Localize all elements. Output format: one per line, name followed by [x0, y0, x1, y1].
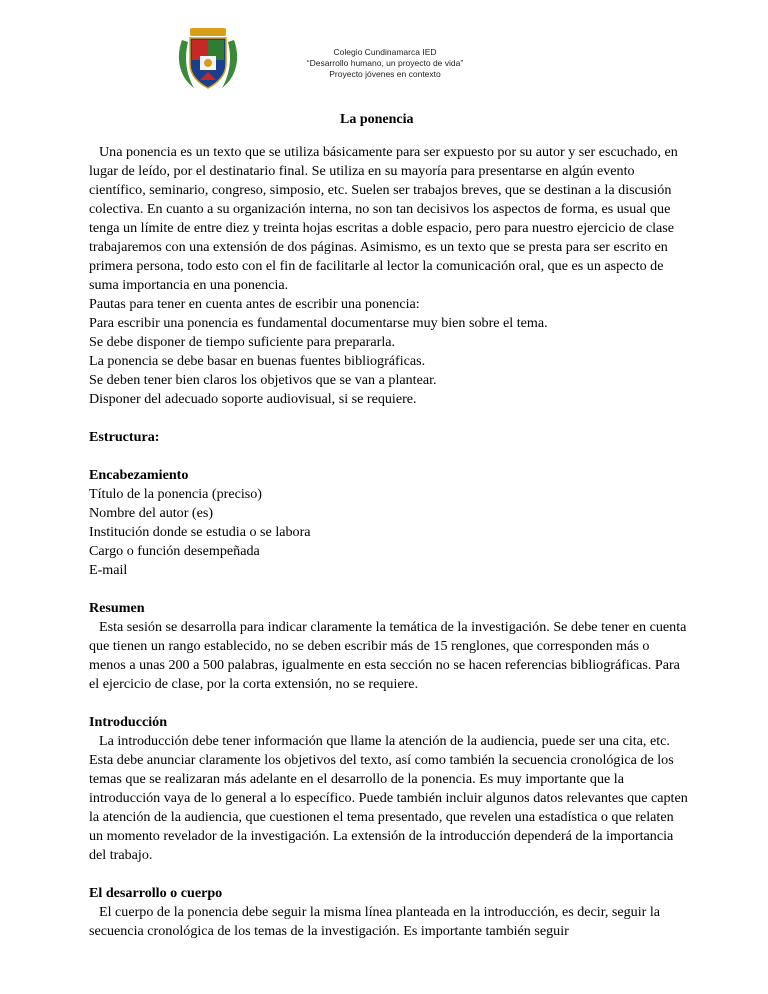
- list-item: E-mail: [89, 562, 128, 578]
- page-title: La ponencia: [340, 112, 414, 127]
- list-item: Título de la ponencia (preciso): [89, 486, 262, 502]
- school-header: [280, 47, 490, 80]
- tip-item: La ponencia se debe basar en buenas fuentes bibliográficas.: [89, 353, 426, 369]
- school-name: Colegio Cundinamarca IED: [333, 47, 437, 57]
- list-item: Institución donde se estudia o se labora: [89, 524, 311, 540]
- school-motto: “Desarrollo humano, un proyecto de vida”: [306, 58, 464, 68]
- tip-item: Se deben tener bien claros los objetivos que se van a plantear.: [89, 372, 437, 388]
- list-item: Nombre del autor (es): [89, 505, 214, 521]
- structure-heading: Estructura:: [89, 429, 160, 445]
- tips-heading: Pautas para tener en cuenta antes de escribir una ponencia:: [89, 296, 420, 312]
- section-heading-encabezamiento: Encabezamiento: [89, 467, 189, 483]
- tip-item: Disponer del adecuado soporte audiovisual, si se requiere.: [89, 391, 417, 407]
- list-item: Cargo o función desempeñada: [89, 543, 260, 559]
- project-name: Proyecto jóvenes en contexto: [329, 69, 441, 79]
- school-crest-icon: [176, 26, 240, 92]
- summary-paragraph: Esta sesión se desarrolla para indicar claramente la temática de la investigación. Se debe tener en cuenta que tienen un rango establecido, no se deben escribir más de 15 renglones, que corresponden más o menos a unas 200 a 500 palabras, igualmente en esta sección no se hacen referencias bibliográficas. Para el ejercicio de clase, por la corta extensión, no se requiere.: [89, 619, 687, 692]
- development-paragraph: El cuerpo de la ponencia debe seguir la misma línea planteada en la introducción, es decir, seguir la secuencia cronológica de los temas de la investigación. Es importante también seguir: [89, 904, 661, 939]
- tip-item: Para escribir una ponencia es fundamental documentarse muy bien sobre el tema.: [89, 315, 548, 331]
- section-heading-desarrollo: El desarrollo o cuerpo: [89, 885, 223, 901]
- intro-paragraph: Una ponencia es un texto que se utiliza básicamente para ser expuesto por su autor y ser escuchado, en lugar de leído, por el destinatario final. Se utiliza en su mayoría para presentarse en algún evento científico, seminario, congreso, simposio, etc. Suelen ser trabajos breves, que se destinan a la discusión colectiva. En cuanto a su organización interna, no son tan decisivos los aspectos de forma, es usual que tenga un límite de entre diez y treinta hojas escritas a doble espacio, pero para nuestro ejercicio de clase trabajaremos con una extensión de dos páginas. Asimismo, es un texto que se presta para ser escrito en primera persona, todo esto con el fin de facilitarle al lector la comunicación oral, que es un aspecto de suma importancia en una ponencia.: [89, 144, 678, 293]
- introduction-paragraph: La introducción debe tener información que llame la atención de la audiencia, puede ser una cita, etc. Esta debe anunciar claramente los objetivos del texto, así como también la secuencia cronológica de los temas que se realizaran más adelante en el desarrollo de la ponencia. Es muy importante que la introducción vaya de lo general a lo específico. Puede también incluir algunos datos relevantes que capten la atención de la audiencia, que cuestionen el tema presentado, que revelen una estadística o que relaten un momento revelador de la investigación. La extensión de la introducción dependerá de la importancia del trabajo.: [89, 733, 688, 863]
- document-body: [89, 143, 689, 941]
- section-heading-resumen: Resumen: [89, 600, 145, 616]
- tip-item: Se debe disponer de tiempo suficiente para prepararla.: [89, 334, 396, 350]
- section-heading-introduccion: Introducción: [89, 714, 168, 730]
